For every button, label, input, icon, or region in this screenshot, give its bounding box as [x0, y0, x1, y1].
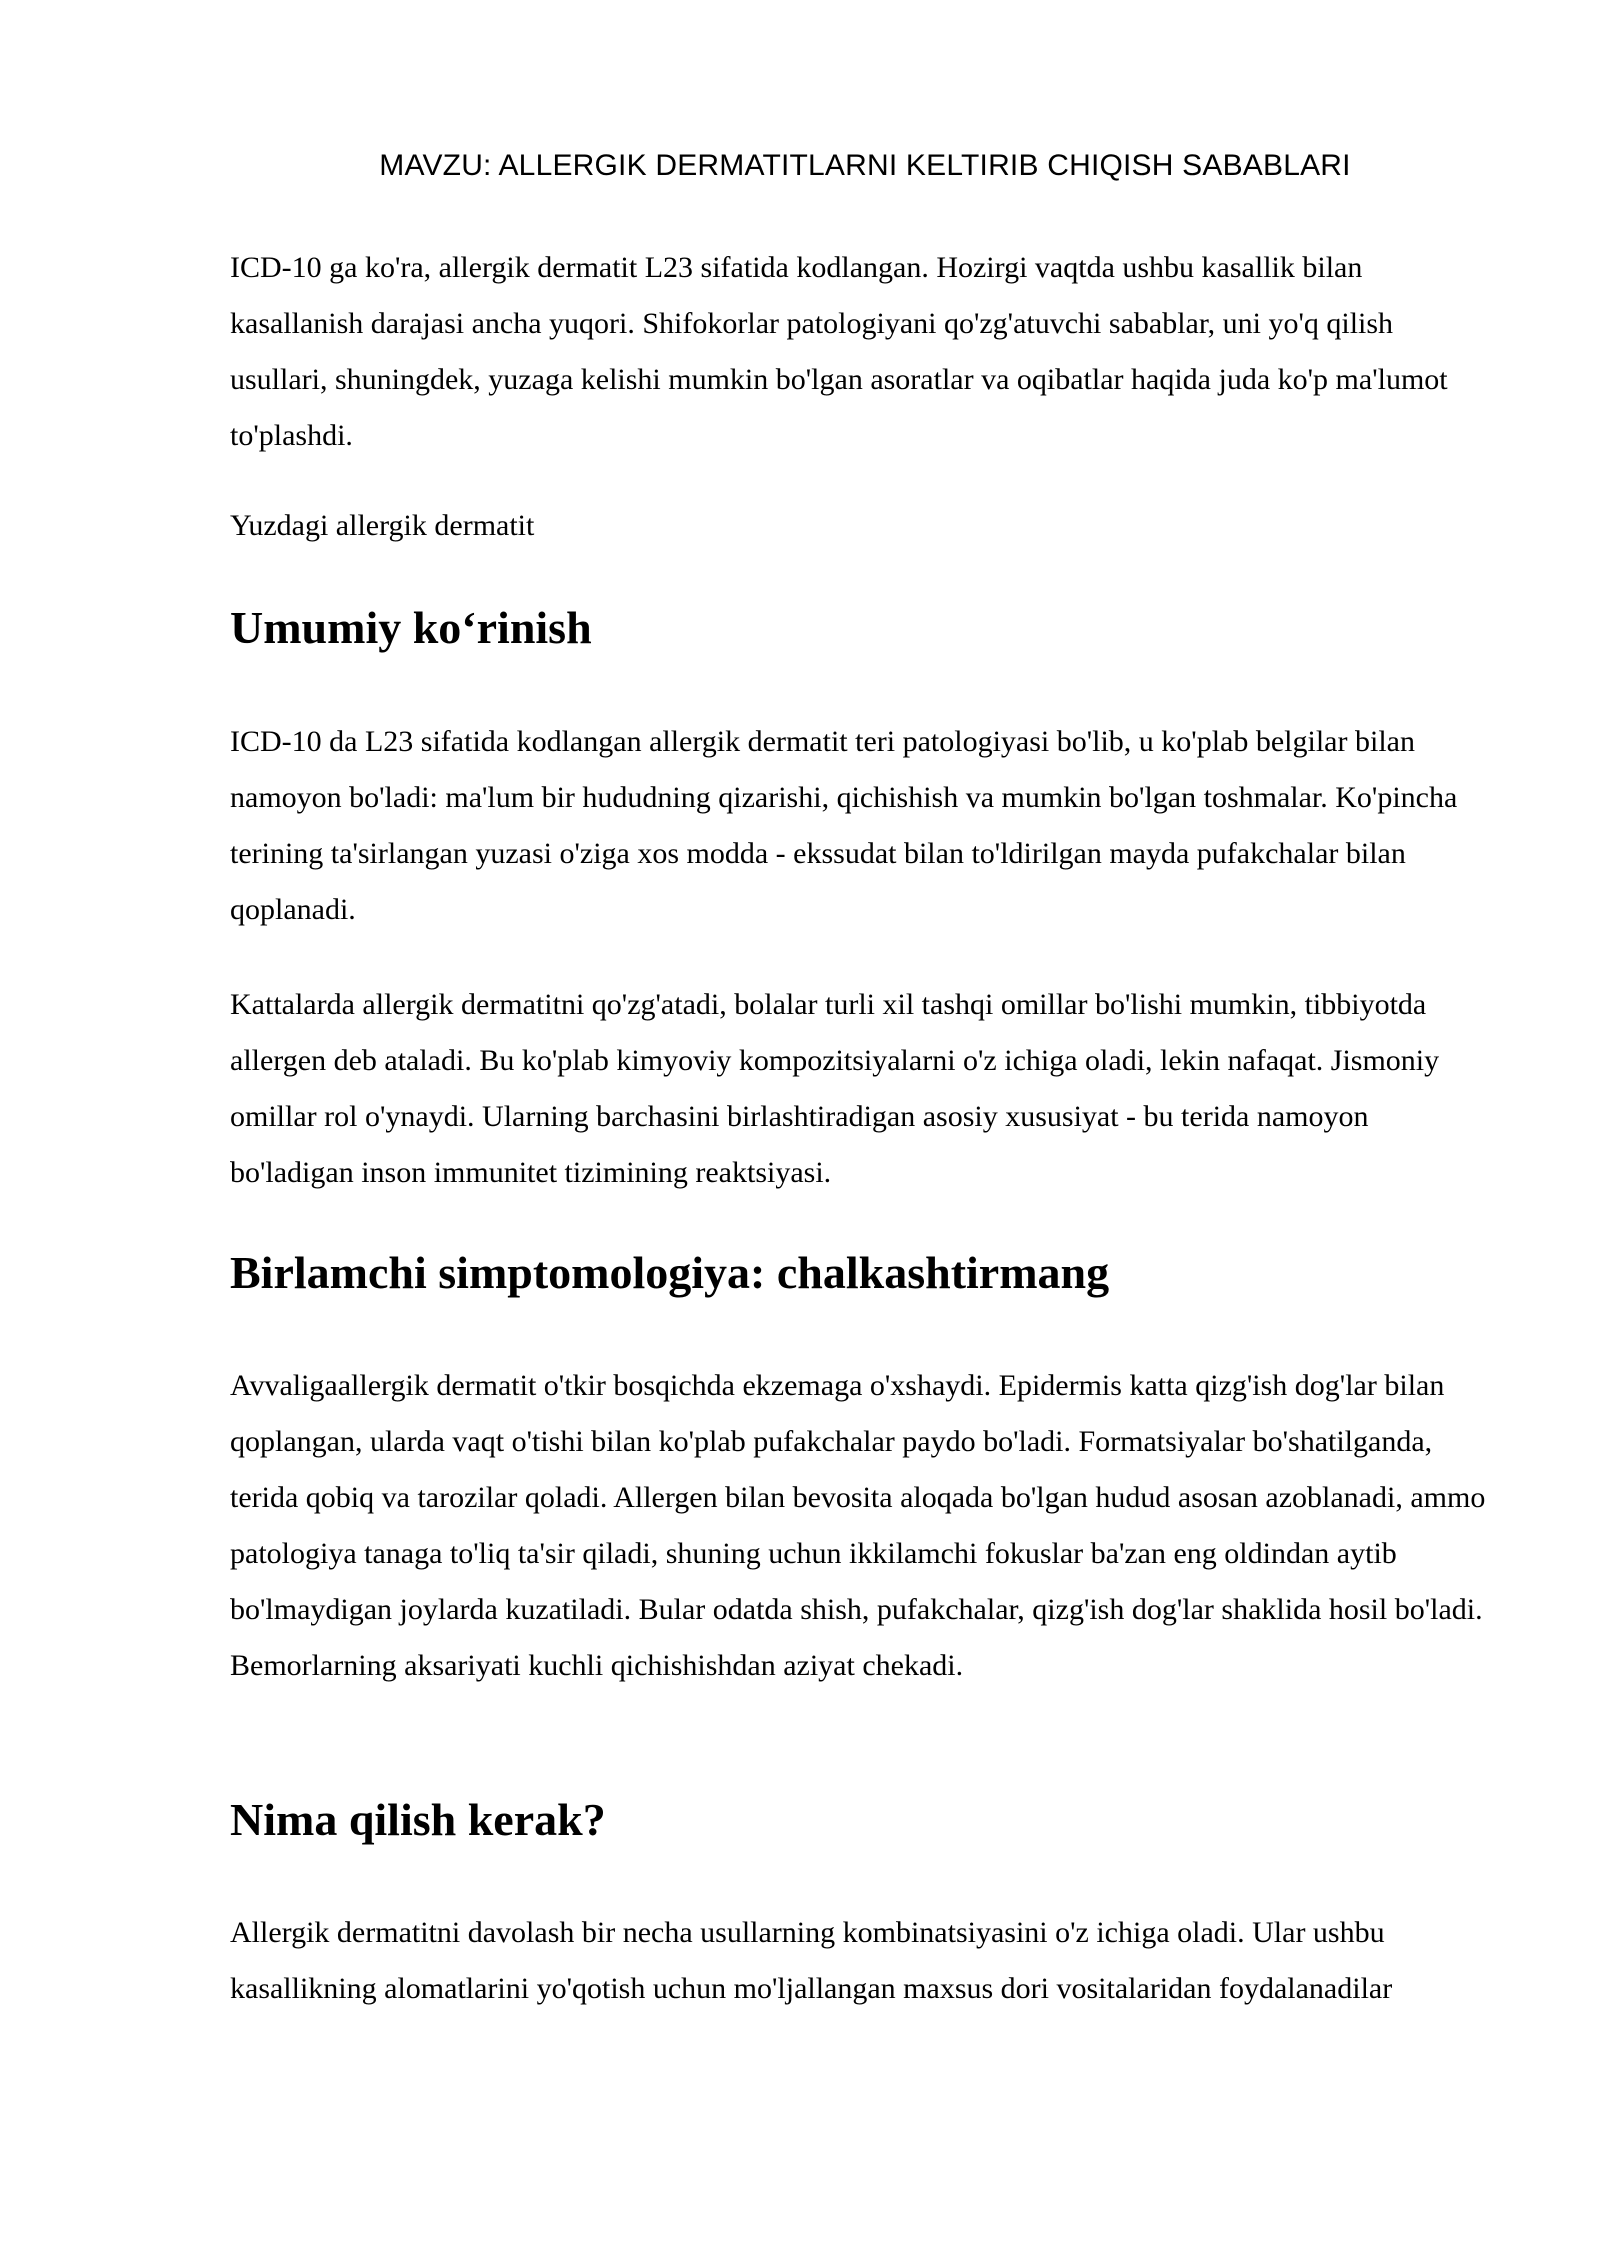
symptoms-paragraph: Avvaligaallergik dermatit o'tkir bosqichda ekzemaga o'xshaydi. Epidermis katta qizg'ish dog'lar bilan qoplangan, ularda vaqt o'tishi bilan ko'plab pufakchalar paydo bo'ladi. Formatsiyalar bo'shatilganda, terida qobiq va tarozilar qoladi. Allergen bilan bevosita aloqada bo'lgan hudud asosan azoblanadi, ammo patologiya tanaga to'liq ta'sir qiladi, shuning uchun ikkilamchi fokuslar ba'zan eng oldindan aytib bo'lmaydigan joylarda kuzatiladi. Bular odatda shish, pufakchalar, qizg'ish dog'lar shaklida hosil bo'ladi. Bemorlarning aksariyati kuchli qichishishdan aziyat chekadi. — [230, 1369, 1486, 1682]
what-to-do-paragraph: Allergik dermatitni davolash bir necha usullarning kombinatsiyasini o'z ichiga oladi. Ular ushbu kasallikning alomatlarini yo'qotish uchun mo'ljallangan maxsus dori vositalaridan foydalanadilar — [230, 1916, 1393, 2005]
section-heading-what-to-do: Nima qilish kerak? — [230, 1794, 606, 1845]
overview-paragraph-2: Kattalarda allergik dermatitni qo'zg'atadi, bolalar turli xil tashqi omillar bo'lishi mumkin, tibbiyotda allergen deb ataladi. Bu ko'plab kimyoviy kompozitsiyalarni o'z ichiga oladi, lekin nafaqat. Jismoniy omillar rol o'ynaydi. Ularning barchasini birlashtiradigan asosiy xususiyat - bu terida namoyon bo'ladigan inson immunitet tizimining reaktsiyasi. — [230, 988, 1440, 1189]
section-heading-symptoms: Birlamchi simptomologiya: chalkashtirmang — [230, 1247, 1110, 1298]
intro-paragraph: ICD-10 ga ko'ra, allergik dermatit L23 sifatida kodlangan. Hozirgi vaqtda ushbu kasallik bilan kasallanish darajasi ancha yuqori. Shifokorlar patologiyani qo'zg'atuvchi sabablar, uni yo'q qilish usullari, shuningdek, yuzaga kelishi mumkin bo'lgan asoratlar va oqibatlar haqida juda ko'p ma'lumot to'plashdi. — [230, 251, 1448, 452]
image-caption: Yuzdagi allergik dermatit — [230, 509, 535, 542]
section-heading-overview: Umumiy ko‘rinish — [230, 602, 592, 653]
overview-paragraph-1: ICD-10 da L23 sifatida kodlangan allergik dermatit teri patologiyasi bo'lib, u ko'plab belgilar bilan namoyon bo'ladi: ma'lum bir hududning qizarishi, qichishish va mumkin bo'lgan toshmalar. Ko'pincha terining ta'sirlangan yuzasi o'ziga xos modda - ekssudat bilan to'ldirilgan mayda pufakchalar bilan qoplanadi. — [230, 725, 1458, 926]
document-title: MAVZU: ALLERGIK DERMATITLARNI KELTIRIB CHIQISH SABABLARI — [379, 149, 1351, 182]
